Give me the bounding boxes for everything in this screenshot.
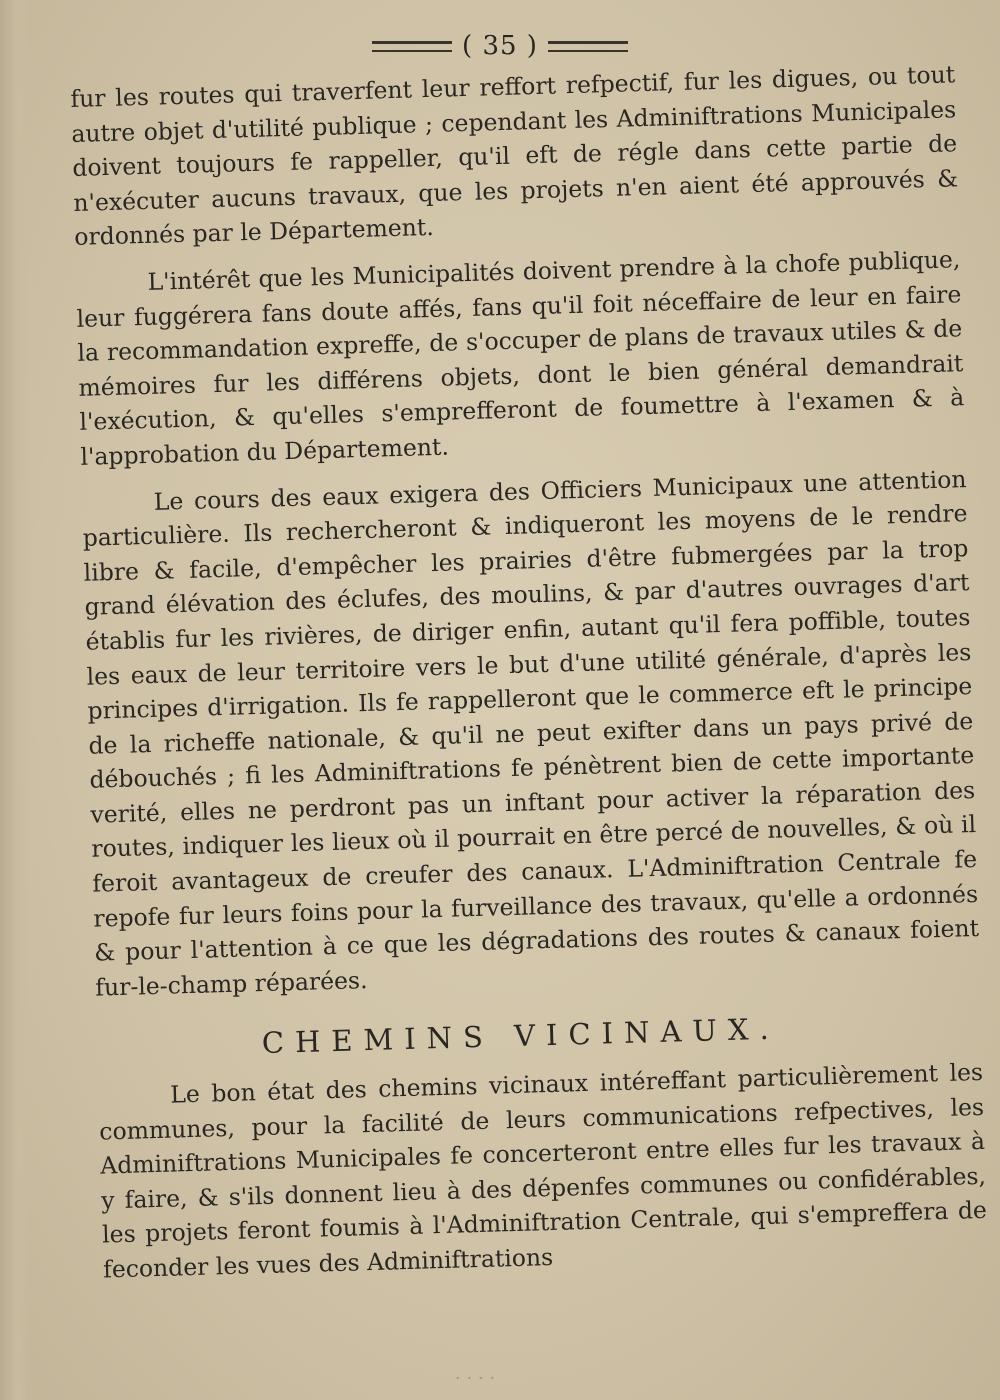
page-number: ( 35 ) <box>462 31 538 61</box>
page-gutter-edge <box>0 0 30 1400</box>
faded-ink-mark: · · · · <box>455 1368 496 1389</box>
section-title: CHEMINS VICINAUX. <box>261 1011 781 1061</box>
header-rule-right <box>548 41 628 52</box>
page-body <box>70 57 989 1299</box>
paragraph-chemins-vicinaux: Le bon état des chemins vicinaux intéreffant particulièrement les communes, pour la facilité de leurs communications refpectives, les Adminiftrations Municipales fe concerteront entre elles fur les travaux à y faire, & s'ils donnent lieu à des dépenfes communes ou confidérables, les projets feront foumis à l'Adminiftration Centrale, qui s'empreffera de feconder les vues des Adminiftrations <box>98 1057 988 1284</box>
header-rule-left <box>372 41 452 52</box>
paragraph-municipalites: L'intérêt que les Municipalités doivent prendre à la chofe publique, leur fuggérera fans doute affés, fans qu'il foit néceffaire de leur en faire la recommandation expreffe, de s'occuper de plans de travaux utiles & de mémoires fur les différens objets, dont le bien général demandrait l'exécution, & qu'elles s'emprefferont de foumettre à l'examen & à l'approbation du Département. <box>76 245 965 471</box>
paragraph-continuation: fur les routes qui traverfent leur reffort refpectif, fur les digues, ou tout autre objet d'utilité publique ; cependant les Adminiftrations Municipales doivent toujours fe rappeller, qu'il eft de régle dans cette partie de n'exécuter aucuns travaux, que les projets n'en aient été approuvés & ordonnés par le Département. <box>70 60 959 252</box>
paragraph-cours-des-eaux: Le cours des eaux exigera des Officiers Municipaux une attention particulière. Ils rechercheront & indiqueront les moyens de le rendre libre & facile, d'empêcher les prairies d'être fubmergées par la trop grand élévation des éclufes, des moulins, & par d'autres ouvrages d'art établis fur les rivières, de diriger enfin, autant qu'il fera poffible, toutes les eaux de leur territoire vers le but d'une utilité générale, d'après les principes d'irrigation. Ils fe rappelleront que le commerce eft le principe de la richeffe nationale, & qu'il ne peut exifter dans un pays privé de débouchés ; fi les Adminiftrations fe pénètrent bien de cette importante verité, elles ne perdront pas un inftant pour activer la réparation des routes, indiquer les lieux où il pourrait en être percé de nouvelles, & où il feroit avantageux de creufer des canaux. L'Adminiftration Centrale fe repofe fur leurs foins pour la furveillance des travaux, qu'elle a ordonnés & pour l'attention à ce que les dégradations des routes & canaux foient fur-le-champ réparées. <box>82 464 980 1002</box>
page-header <box>0 28 1000 64</box>
